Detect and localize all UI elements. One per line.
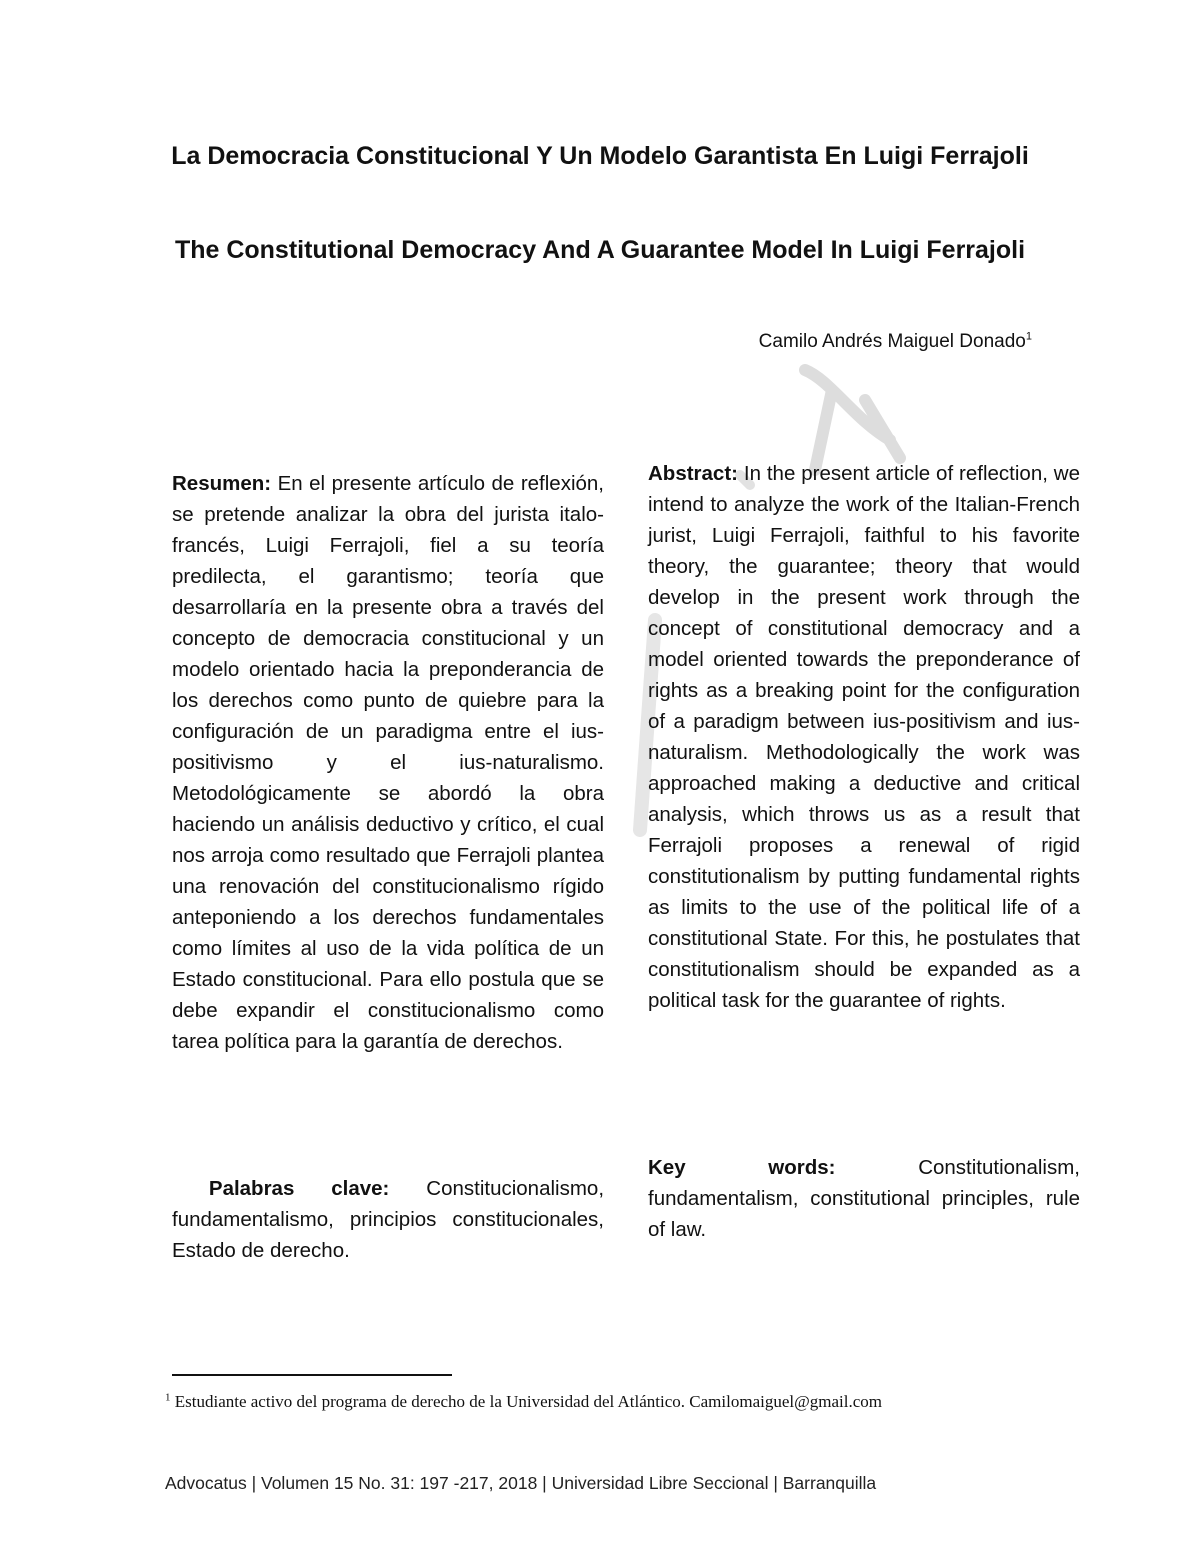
abstract-text: In the present article of reflection, we intend to analyze the work of the Italian-French jurist, Luigi Ferrajoli, faithful to his favorite theory, the guarantee; theory that would develop in the present work through the concept of constitutional democracy and a model oriented towards the preponderance of rights as a breaking point for the configuration of a paradigm between ius-positivism and ius-naturalism. Methodologically the work was approached making a deductive and critical analysis, which throws us as a result that Ferrajoli proposes a renewal of rigid constitutionalism by putting fundamental rights as limits to the use of the political life of a constitutional State. For this, he postulates that constitutionalism should be expanded as a political task for the guarantee of rights. bbox=[648, 462, 1080, 1012]
key-words-paragraph bbox=[648, 1152, 1080, 1245]
author-line bbox=[759, 330, 1032, 354]
page-footer: Advocatus | Volumen 15 No. 31: 197 -217, 2018 | Universidad Libre Seccional | Barranquilla bbox=[165, 1473, 877, 1493]
abstract-label: Abstract: bbox=[648, 462, 738, 485]
palabras-clave-text: Constitucionalismo, fundamentalismo, principios constitucionales, Estado de derecho. bbox=[172, 1177, 605, 1262]
footnote-text: Estudiante activo del programa de derecho de la Universidad del Atlántico. Camilomaiguel@gmail.com bbox=[174, 1392, 882, 1411]
footnote-mark: 1 bbox=[165, 1391, 171, 1404]
title-spanish: La Democracia Constitucional Y Un Modelo Garantista En Luigi Ferrajoli bbox=[171, 142, 1029, 170]
key-words-label: Key words: bbox=[648, 1156, 836, 1179]
resumen-paragraph bbox=[172, 468, 604, 1057]
author-footnote-mark: 1 bbox=[1025, 330, 1032, 343]
author-name: Camilo Andrés Maiguel Donado bbox=[758, 331, 1026, 352]
title-english: The Constitutional Democracy And A Guarantee Model In Luigi Ferrajoli bbox=[174, 236, 1026, 264]
footnote-divider bbox=[172, 1374, 452, 1376]
key-words-text: Constitutionalism, fundamentalism, constitutional principles, rule of law. bbox=[648, 1156, 1080, 1241]
resumen-label: Resumen: bbox=[172, 472, 272, 495]
resumen-text: En el presente artículo de reflexión, se pretende analizar la obra del jurista italo-francés, Luigi Ferrajoli, fiel a su teoría predilecta, el garantismo; teoría que desarrollaría en la presente obra a través del concepto de democracia constitucional y un modelo orientado hacia la preponderancia de los derechos como punto de quiebre para la configuración de un paradigma entre el ius-positivismo y el ius-naturalismo. Metodológicamente se abordó la obra haciendo un análisis deductivo y crítico, el cual nos arroja como resultado que Ferrajoli plantea una renovación del constitucionalismo rígido anteponiendo a los derechos fundamentales como límites al uso de la vida política de un Estado constitucional. Para ello postula que se debe expandir el constitucionalismo como tarea política para la garantía de derechos. bbox=[172, 472, 604, 1053]
footnote bbox=[165, 1391, 882, 1413]
palabras-clave-paragraph bbox=[172, 1173, 604, 1266]
palabras-clave-label: Palabras clave: bbox=[208, 1177, 390, 1200]
abstract-paragraph bbox=[648, 458, 1080, 1016]
